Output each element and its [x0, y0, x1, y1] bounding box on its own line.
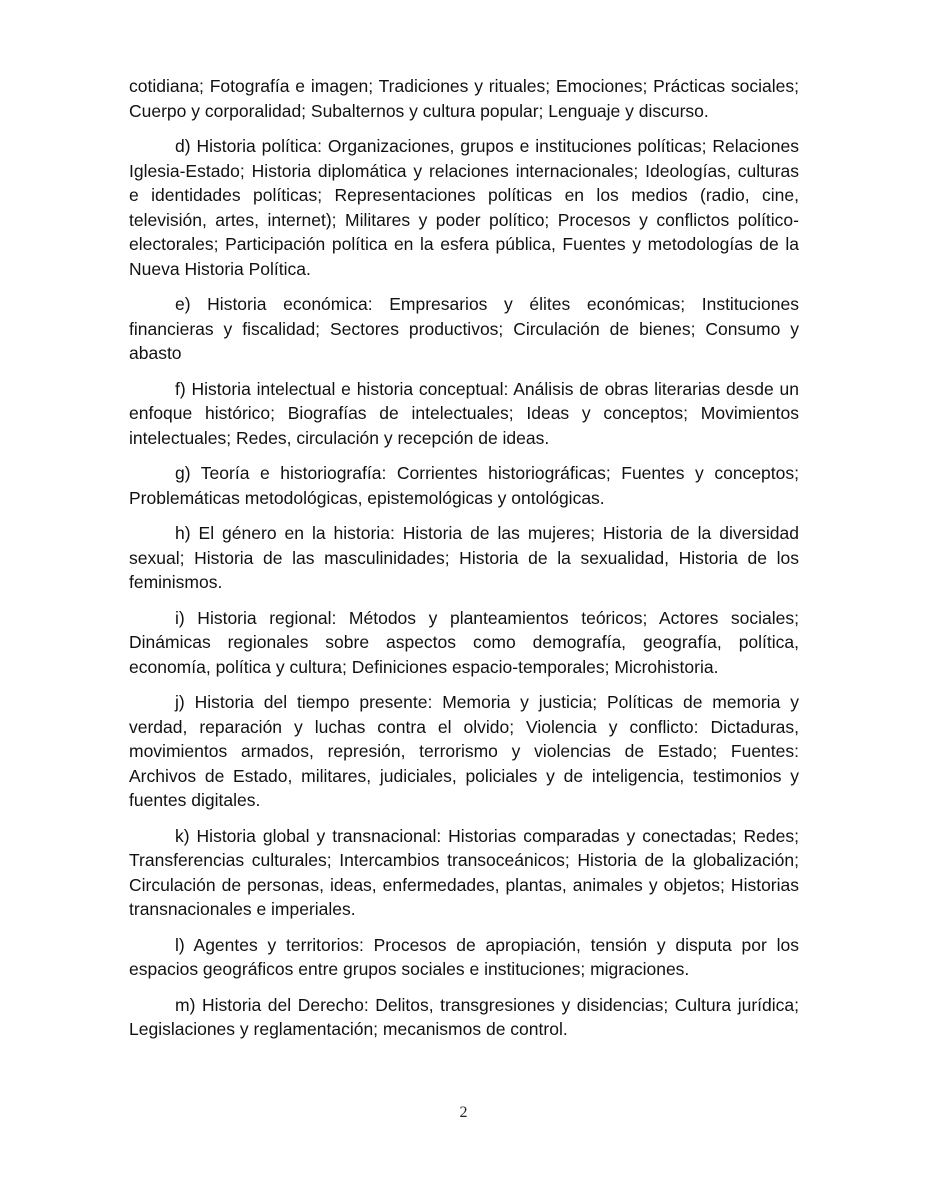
paragraph-continuation: cotidiana; Fotografía e imagen; Tradiciones y rituales; Emociones; Prácticas sociales; Cuerpo y corporalidad; Subalternos y cultura popular; Lenguaje y discurso.	[129, 76, 799, 121]
document-body	[129, 74, 799, 1053]
paragraph-historia-global: k) Historia global y transnacional: Historias comparadas y conectadas; Redes; Transferencias culturales; Intercambios transoceánicos; Historia de la globalización; Circulación de personas, ideas, enfermedades, plantas, animales y objetos; Historias transnacionales e imperiales.	[129, 825, 799, 919]
paragraph-teoria-historiografia: g) Teoría e historiografía: Corrientes historiográficas; Fuentes y conceptos; Problemáticas metodológicas, epistemológicas y ontológicas.	[129, 463, 799, 508]
paragraph-genero-historia: h) El género en la historia: Historia de las mujeres; Historia de la diversidad sexual; Historia de las masculinidades; Historia de la sexualidad, Historia de los feminismos.	[129, 523, 799, 592]
paragraph-historia-politica: d) Historia política: Organizaciones, grupos e instituciones políticas; Relaciones Iglesia-Estado; Historia diplomática y relaciones internacionales; Ideologías, culturas e identidades políticas; Representaciones políticas en los medios (radio, cine, televisión, artes, internet); Militares y poder político; Procesos y conflictos político-electorales; Participación política en la esfera pública, Fuentes y metodologías de la Nueva Historia Política.	[129, 136, 799, 279]
paragraph-agentes-territorios: l) Agentes y territorios: Procesos de apropiación, tensión y disputa por los espacios geográficos entre grupos sociales e instituciones; migraciones.	[129, 934, 799, 979]
paragraph-tiempo-presente: j) Historia del tiempo presente: Memoria y justicia; Políticas de memoria y verdad, reparación y luchas contra el olvido; Violencia y conflicto: Dictaduras, movimientos armados, represión, terrorismo y violencias de Estado; Fuentes: Archivos de Estado, militares, judiciales, policiales y de inteligencia, testimonios y fuentes digitales.	[129, 692, 799, 810]
paragraph-historia-derecho: m) Historia del Derecho: Delitos, transgresiones y disidencias; Cultura jurídica; Legislaciones y reglamentación; mecanismos de control.	[129, 994, 799, 1039]
paragraph-historia-intelectual: f) Historia intelectual e historia conceptual: Análisis de obras literarias desde un enfoque histórico; Biografías de intelectuales; Ideas y conceptos; Movimientos intelectuales; Redes, circulación y recepción de ideas.	[129, 378, 799, 448]
paragraph-historia-economica: e) Historia económica: Empresarios y élites económicas; Instituciones financieras y fiscalidad; Sectores productivos; Circulación de bienes; Consumo y abasto	[129, 294, 799, 363]
paragraph-historia-regional: i) Historia regional: Métodos y planteamientos teóricos; Actores sociales; Dinámicas regionales sobre aspectos como demografía, geografía, política, economía, política y cultura; Definiciones espacio-temporales; Microhistoria.	[129, 607, 799, 677]
page-number: 2	[459, 1104, 468, 1121]
